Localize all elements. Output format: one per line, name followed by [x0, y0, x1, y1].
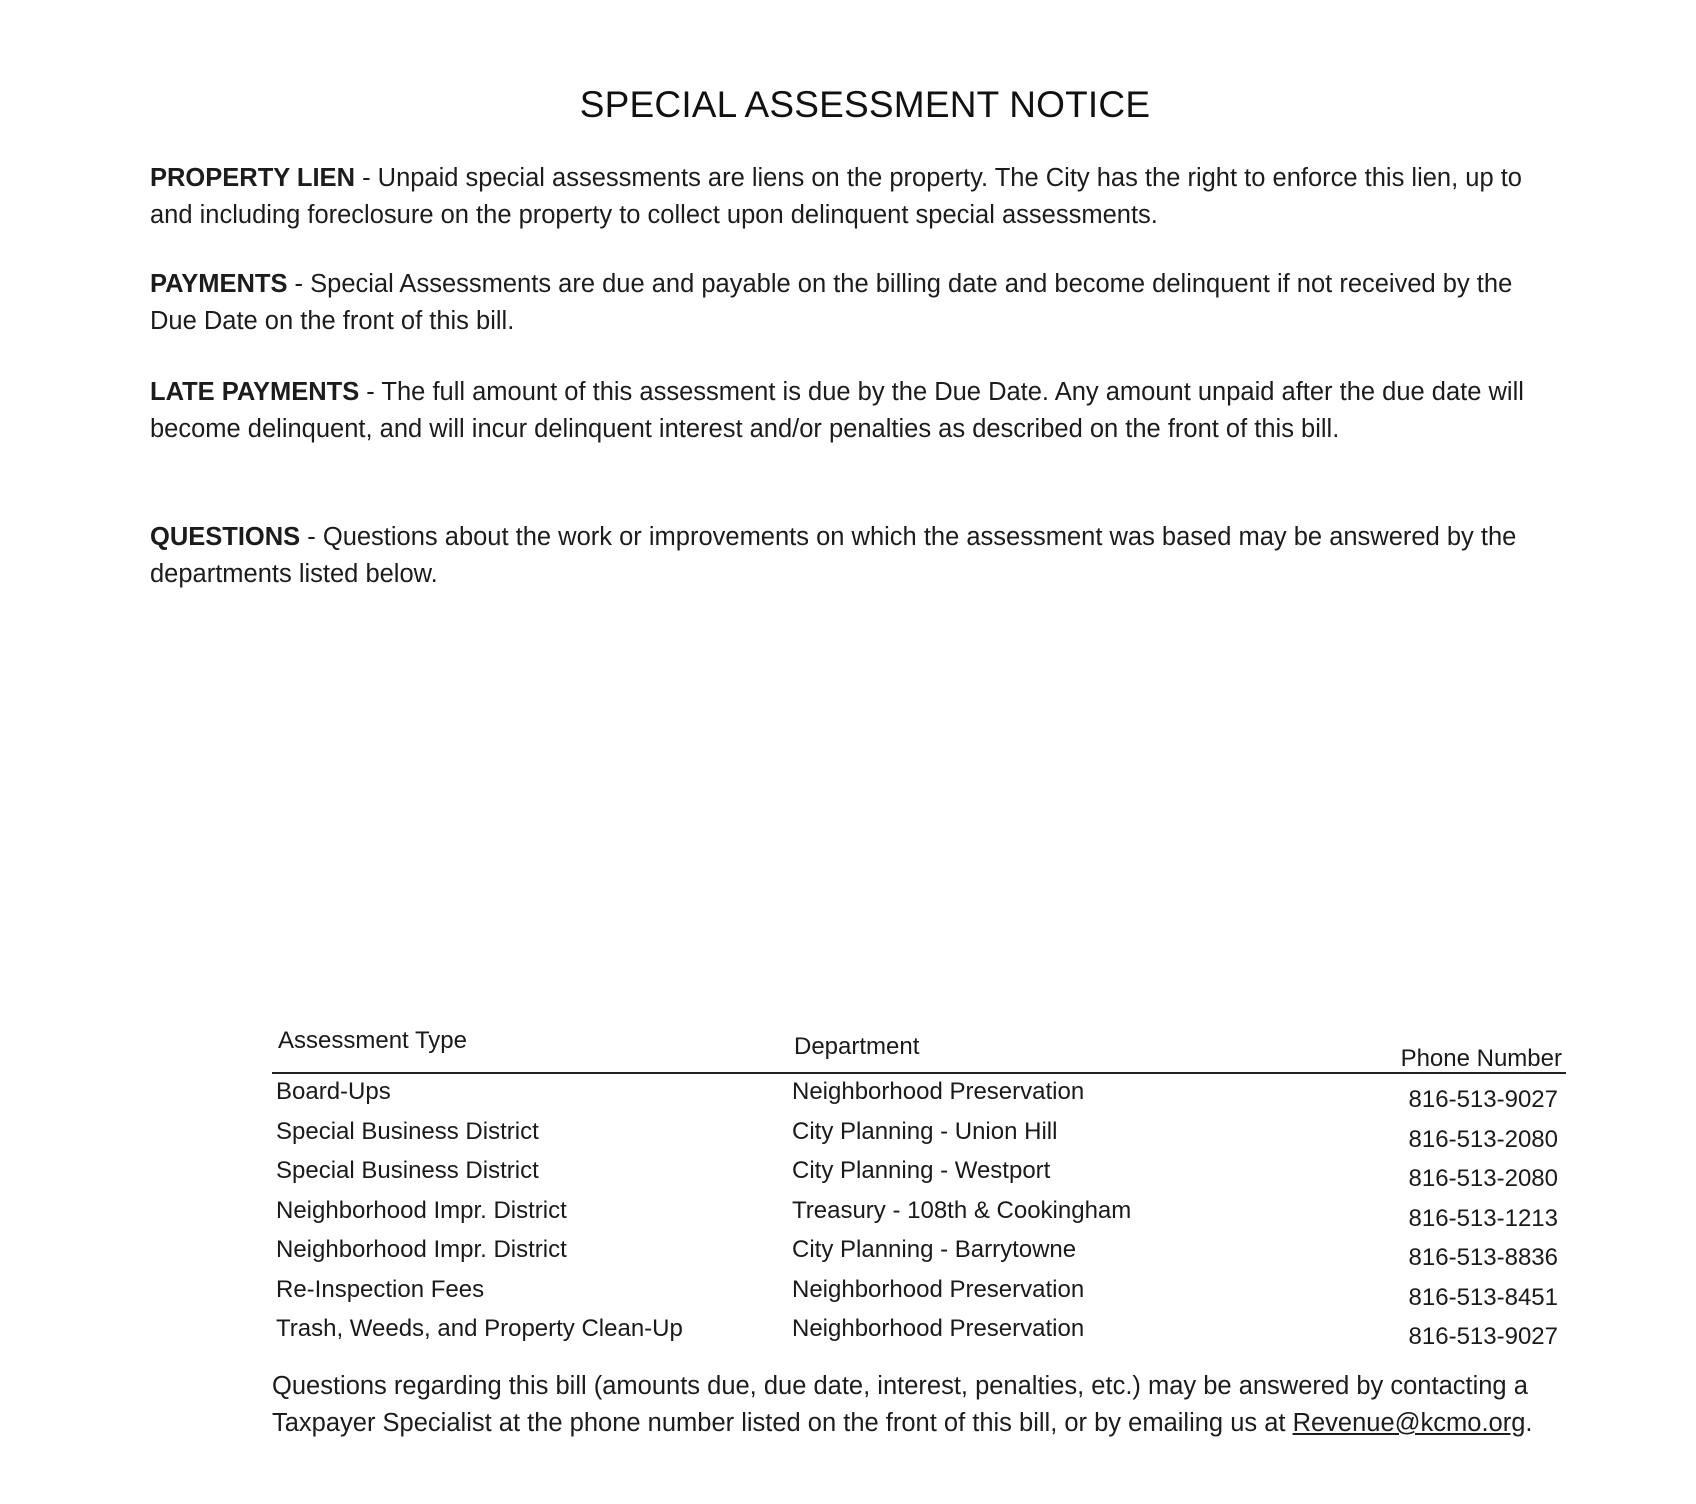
cell-department: City Planning - Union Hill [792, 1117, 1058, 1145]
section-property-lien [150, 160, 1560, 234]
section-label: PAYMENTS [150, 270, 288, 298]
cell-phone-number: 816-513-9027 [1408, 1323, 1558, 1350]
section-label: QUESTIONS [150, 523, 301, 551]
cell-department: Neighborhood Preservation [792, 1315, 1085, 1342]
cell-department: Neighborhood Preservation [792, 1078, 1085, 1105]
footer-text: Questions regarding this bill (amounts due, due date, interest, penalties, etc.) may be answered by contacting a Taxpayer Specialist at the phone number listed on the front of this bill, or by emailing us at [272, 1372, 1528, 1437]
table-body [272, 1074, 1566, 1351]
section-text: Special Assessments are due and payable on the billing date and become delinquent if not received by the Due Date on the front of this bill. [150, 270, 1513, 335]
section-late-payments [150, 374, 1560, 448]
cell-assessment-type: Re-Inspection Fees [276, 1275, 485, 1303]
cell-phone-number: 816-513-8836 [1408, 1244, 1558, 1271]
cell-assessment-type: Special Business District [276, 1117, 539, 1145]
cell-phone-number: 816-513-2080 [1408, 1125, 1558, 1153]
department-contact-table [272, 1023, 1566, 1351]
cell-phone-number: 816-513-9027 [1408, 1086, 1558, 1113]
cell-department: Treasury - 108th & Cookingham [792, 1196, 1132, 1224]
cell-department: City Planning - Westport [792, 1157, 1051, 1184]
footer-note [272, 1368, 1572, 1442]
cell-assessment-type: Trash, Weeds, and Property Clean-Up [276, 1315, 683, 1342]
cell-assessment-type: Special Business District [276, 1157, 539, 1184]
section-text: The full amount of this assessment is due by the Due Date. Any amount unpaid after the due date will become delinquent, and will incur delinquent interest and/or penalties as described on the front of this bill. [150, 378, 1524, 443]
table-row [272, 1114, 1566, 1154]
cell-assessment-type: Neighborhood Impr. District [276, 1196, 567, 1224]
header-department: Department [794, 1033, 920, 1060]
section-separator: - [359, 378, 382, 406]
header-assessment-type: Assessment Type [278, 1027, 467, 1054]
section-separator: - [354, 164, 378, 192]
table-row [272, 1272, 1566, 1312]
table-row [272, 1193, 1566, 1233]
table-header [272, 1023, 1566, 1074]
section-text: Unpaid special assessments are liens on the property. The City has the right to enforce this lien, up to and including foreclosure on the property to collect upon delinquent special assessments. [150, 164, 1522, 229]
section-label: PROPERTY LIEN [150, 164, 355, 192]
table-row [272, 1153, 1566, 1193]
cell-department: City Planning - Barrytowne [792, 1236, 1077, 1263]
section-label: LATE PAYMENTS [150, 378, 360, 406]
table-row [272, 1074, 1566, 1114]
footer-end: . [1525, 1409, 1533, 1437]
section-payments [150, 266, 1560, 340]
header-phone-number: Phone Number [1400, 1045, 1562, 1072]
section-separator: - [300, 523, 323, 551]
section-questions [150, 519, 1560, 593]
cell-phone-number: 816-513-8451 [1408, 1283, 1558, 1311]
page-title: SPECIAL ASSESSMENT NOTICE [579, 84, 1151, 125]
section-separator: - [287, 270, 311, 298]
table-row [272, 1232, 1566, 1272]
email-link[interactable]: Revenue@kcmo.org [1292, 1409, 1526, 1437]
cell-phone-number: 816-513-2080 [1408, 1165, 1558, 1192]
cell-assessment-type: Board-Ups [276, 1078, 391, 1105]
table-row [272, 1311, 1566, 1351]
cell-phone-number: 816-513-1213 [1408, 1204, 1558, 1232]
cell-department: Neighborhood Preservation [792, 1275, 1085, 1303]
section-text: Questions about the work or improvements on which the assessment was based may be answered by the departments listed below. [150, 523, 1517, 588]
cell-assessment-type: Neighborhood Impr. District [276, 1236, 567, 1263]
